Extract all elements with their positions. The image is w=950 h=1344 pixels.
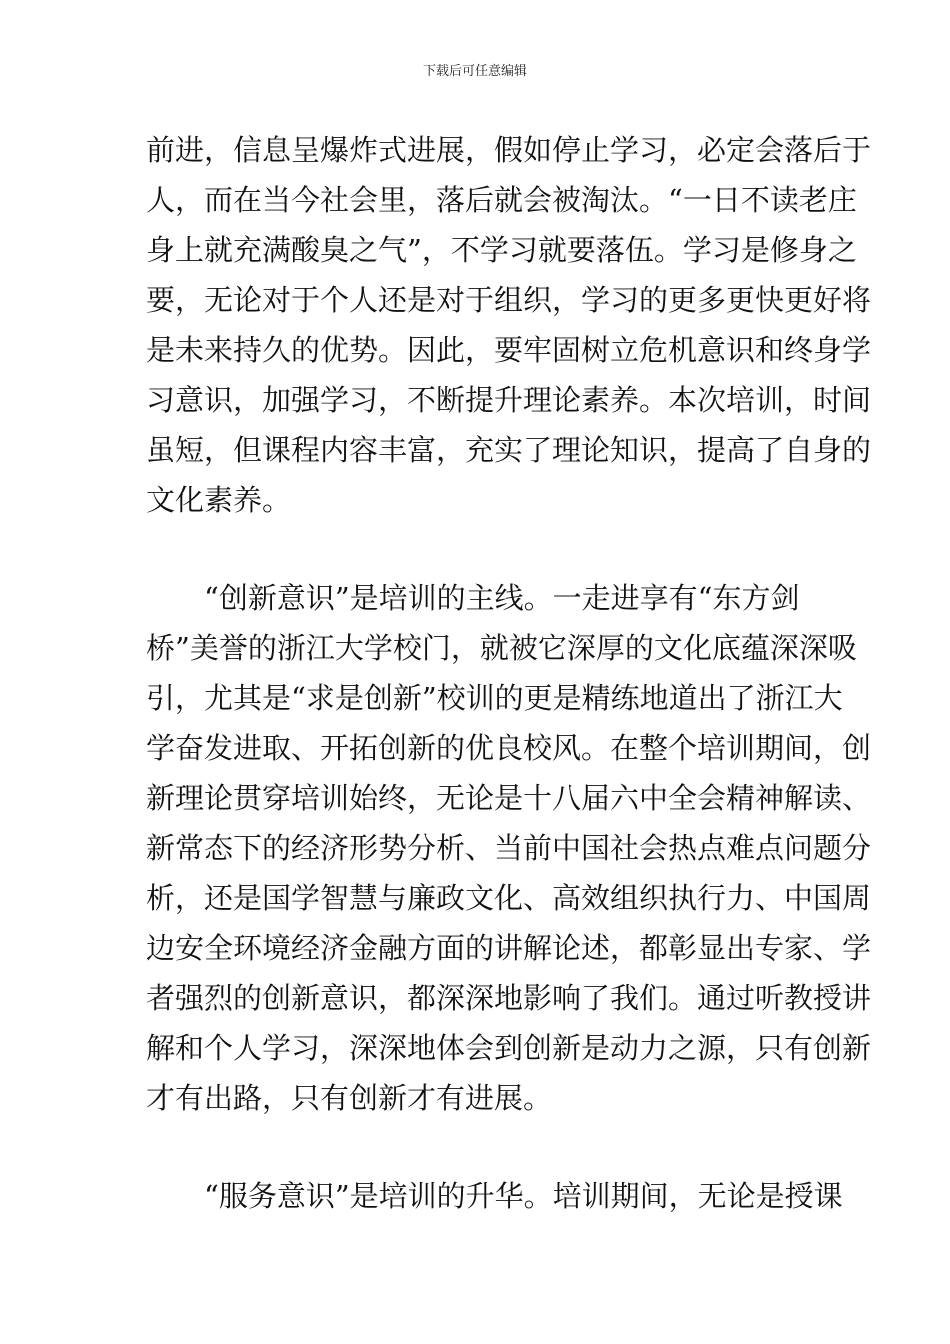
text-line: 前进，信息呈爆炸式进展，假如停止学习，必定会落后于 xyxy=(146,133,872,167)
text-line: 身上就充满酸臭之气”，不学习就要落伍。学习是修身之 xyxy=(146,233,857,267)
text-line: “服务意识”是培训的升华。培训期间，无论是授课 xyxy=(146,1179,843,1213)
text-line: 新常态下的经济形势分析、当前中国社会热点难点问题分 xyxy=(146,831,872,865)
text-line: 要，无论对于个人还是对于组织，学习的更多更快更好将 xyxy=(146,283,872,317)
text-line: 析，还是国学智慧与廉政文化、高效组织执行力、中国周 xyxy=(146,881,872,915)
text-line: 者强烈的创新意识，都深深地影响了我们。通过听教授讲 xyxy=(146,981,872,1015)
text-line: 习意识，加强学习，不断提升理论素养。本次培训，时间 xyxy=(146,383,872,417)
text-line: “创新意识”是培训的主线。一走进享有“东方剑 xyxy=(146,581,800,615)
text-line: 虽短，但课程内容丰富，充实了理论知识，提高了自身的 xyxy=(146,433,872,467)
text-line: 引，尤其是“求是创新”校训的更是精练地道出了浙江大 xyxy=(146,681,843,715)
text-line: 才有出路，只有创新才有进展。 xyxy=(146,1081,553,1115)
text-line: 人，而在当今社会里，落后就会被淘汰。“一日不读老庄 xyxy=(146,183,857,217)
text-line: 解和个人学习，深深地体会到创新是动力之源，只有创新 xyxy=(146,1031,872,1065)
text-line: 学奋发进取、开拓创新的优良校风。在整个培训期间，创 xyxy=(146,731,872,765)
text-line: 新理论贯穿培训始终，无论是十八届六中全会精神解读、 xyxy=(146,781,872,815)
text-line: 是未来持久的优势。因此，要牢固树立危机意识和终身学 xyxy=(146,333,872,367)
text-line: 文化素养。 xyxy=(146,483,292,517)
text-line: 边安全环境经济金融方面的讲解论述，都彰显出专家、学 xyxy=(146,931,872,965)
page-header: 下载后可任意编辑 xyxy=(422,64,527,79)
text-line: 桥”美誉的浙江大学校门，就被它深厚的文化底蕴深深吸 xyxy=(146,631,857,665)
